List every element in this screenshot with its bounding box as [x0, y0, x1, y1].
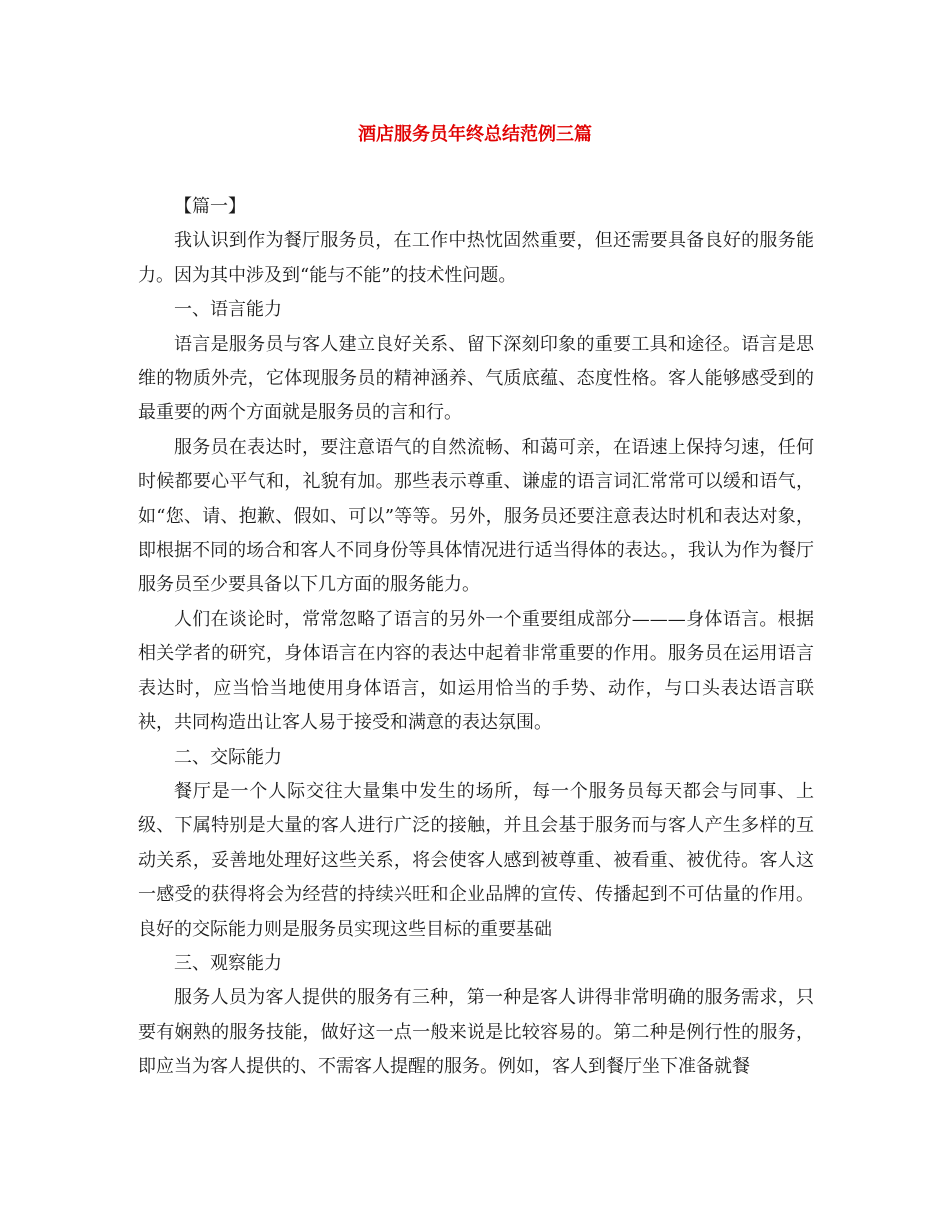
paragraph: 语言是服务员与客人建立良好关系、留下深刻印象的重要工具和途径。语言是思维的物质外壳，它体现服务员的精神涵养、气质底蕴、态度性格。客人能够感受到的最重要的两个方面就是服务员的言和行。	[138, 333, 814, 424]
section-heading-part-one: 【篇一】	[174, 196, 246, 217]
paragraph: 服务员在表达时，要注意语气的自然流畅、和蔼可亲，在语速上保持匀速，任何时候都要心平气和，礼貌有加。那些表示尊重、谦虚的语言词汇常常可以缓和语气，如“您、请、抱歉、假如、可以”等等。另外，服务员还要注意表达时机和表达对象，即根据不同的场合和客人不同身份等具体情况进行适当得体的表达。，我认为作为餐厅服务员至少要具备以下几方面的服务能力。	[138, 436, 814, 596]
paragraph: 餐厅是一个人际交往大量集中发生的场所，每一个服务员每天都会与同事、上级、下属特别是大量的客人进行广泛的接触，并且会基于服务而与客人产生多样的互动关系，妥善地处理好这些关系，将会使客人感到被尊重、被看重、被优待。客人这一感受的获得将会为经营的持续兴旺和企业品牌的宣传、传播起到不可估量的作用。良好的交际能力则是服务员实现这些目标的重要基础	[138, 780, 814, 940]
paragraph: 我认识到作为餐厅服务员，在工作中热忱固然重要，但还需要具备良好的服务能力。因为其中涉及到“能与不能”的技术性问题。	[138, 230, 814, 286]
paragraph: 服务人员为客人提供的服务有三种，第一种是客人讲得非常明确的服务需求，只要有娴熟的服务技能，做好这一点一般来说是比较容易的。第二种是例行性的服务，即应当为客人提供的、不需客人提醒的服务。例如，客人到餐厅坐下准备就餐	[138, 987, 814, 1078]
section-heading-observation: 三、观察能力	[174, 952, 282, 974]
section-heading-social: 二、交际能力	[174, 746, 282, 768]
paragraph: 人们在谈论时，常常忽略了语言的另外一个重要组成部分———身体语言。根据相关学者的研究，身体语言在内容的表达中起着非常重要的作用。服务员在运用语言表达时，应当恰当地使用身体语言，如运用恰当的手势、动作，与口头表达语言联袂，共同构造出让客人易于接受和满意的表达氛围。	[138, 608, 814, 734]
document-title: 酒店服务员年终总结范例三篇	[358, 124, 592, 145]
document-body	[138, 190, 814, 1085]
section-heading-language: 一、语言能力	[174, 299, 282, 321]
